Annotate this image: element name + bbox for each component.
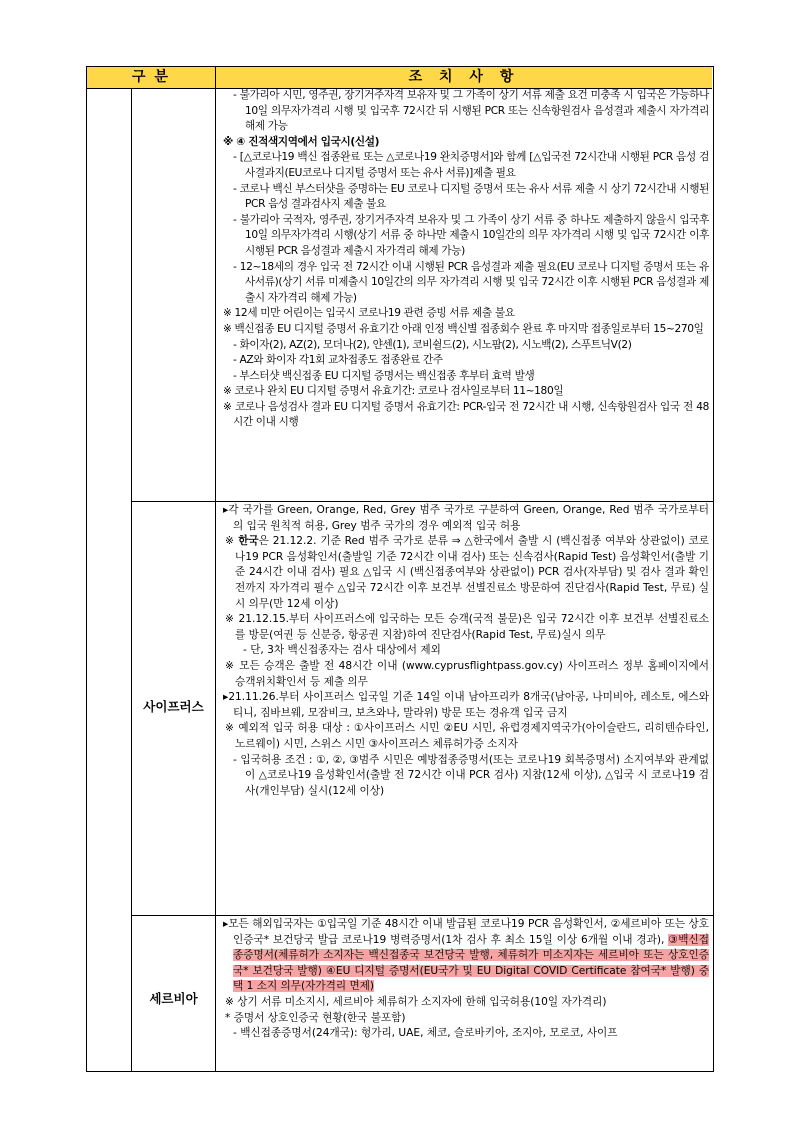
list-item: ▸21.11.26.부터 사이프러스 입국일 기준 14일 이내 남아프리카 8개국(남아공, 나미비아, 레소토, 에스와티니, 짐바브웨, 모잠비크, 보츠와나, 말라위) 방문 또는 경유객 입국 금지 bbox=[223, 691, 709, 719]
list-item: - 불가리아 국적자, 영주권, 장기거주자격 보유자 및 그 가족이 상기 서류 중 하나도 제출하지 않을시 입국후 10일 의무자가격리 시행(상기 서류 중 하나만 제출시 10일간의 의무 자가격리 시행 및 입국 72시간 이후 시행된 PCR 음성결과 제출시 자가격리 해제 가능) bbox=[233, 213, 709, 257]
highlighted-text: ③백신접종증명서(체류허가 소지자는 백신접종국 보건당국 발행, 체류허가 미소지자는 세르비아 또는 상호인증국* 보건당국 발행) ④EU 디지털 증명서(EU국가 및 EU Digital COVID Certificate 참여국* 발행) 중 택 1 소지 의무(자가격리 면제) bbox=[233, 933, 709, 993]
note-item: ※ 코로나 완치 EU 디지털 증명서 유효기간: 코로나 검사일로부터 11~180일 bbox=[223, 385, 564, 398]
country-cyprus: 사이프러스 bbox=[143, 699, 204, 714]
note-item: ※ 모든 승객은 출발 전 48시간 이내 (www.cyprusflightpass.gov.cy) 사이프러스 정부 홈페이지에서 승객위치확인서 등 제출 의무 bbox=[225, 659, 709, 688]
list-item: - 화이자(2), AZ(2), 모더나(2), 얀센(1), 코비쉴드(2), 시노팜(2), 시노백(2), 스푸트닉V(2) bbox=[233, 338, 632, 351]
header-category: 구 분 bbox=[87, 67, 216, 88]
list-item: ▸모든 해외입국자는 ①입국일 기준 48시간 이내 발급된 코로나19 PCR 음성확인서, ②세르비아 또는 상호인증국* 보건당국 발급 코로나19 병력증명서(1차 검사 후 최소 15일 이상 6개월 이내 경과), ③백신접종증명서(체류허가 소지자는 백신접종국 보건당국 발행, 체류허가 미소지자는 세르비아 또는 상호인증국* 보건당국 발행) ④EU 디지털 증명서(EU국가 및 EU Digital COVID Certificate 참여국* 발행) 중 택 1 소지 의무(자가격리 면제) bbox=[223, 918, 709, 993]
header-measures: 조 치 사 항 bbox=[408, 69, 520, 85]
note-item: ※ 상기 서류 미소지시, 세르비아 체류허가 소지자에 한해 입국허용(10일 자가격리) bbox=[225, 995, 607, 1008]
list-item: - 입국허용 조건 : ①, ②, ③범주 시민은 예방접종증명서(또는 코로나19 회복증명서) 소지여부와 관계없이 △코로나19 음성확인서(출발 전 72시간 이내 PCR 검사) 지참(12세 이상), △입국 시 코로나19 검사(개인부담) 실시(12세 이상) bbox=[233, 753, 709, 797]
section-heading: ※ ④ 진적색지역에서 입국시(신설) bbox=[223, 135, 380, 148]
cyprus-measures bbox=[223, 503, 709, 799]
list-item: - 12~18세의 경우 입국 전 72시간 이내 시행된 PCR 음성결과 제출 필요(EU 코로나 디지털 증명서 또는 유사서류)(상기 서류 미제출시 10일간의 의무 자가격리 시행 및 입국 72시간 이후 시행된 PCR 음성결과 제출시 자가격리 해제 가능) bbox=[233, 260, 709, 304]
table-header bbox=[87, 67, 712, 89]
note-item: * 증명서 상호인증국 현황(한국 불포함) bbox=[225, 1011, 406, 1024]
row-separator bbox=[131, 915, 714, 916]
list-item: ▸각 국가를 Green, Orange, Red, Grey 범주 국가로 구분하여 Green, Orange, Red 범주 국가로부터의 입국 원칙적 허용, Grey 범주 국가의 경우 예외적 입국 허용 bbox=[223, 504, 709, 532]
note-item: ※ 12세 미만 어린이는 입국시 코로나19 관련 증빙 서류 제출 불요 bbox=[223, 307, 515, 320]
bulgaria-measures bbox=[223, 88, 709, 431]
list-item: - 부스터샷 백신접종 EU 디지털 증명서는 백신접종 후부터 효력 발생 bbox=[233, 369, 535, 382]
measures-table bbox=[86, 66, 714, 1072]
note-item: ※ 백신접종 EU 디지털 증명서 유효기간 아래 인정 백신별 접종회수 완료 후 마지막 접종일로부터 15~270일 bbox=[223, 322, 704, 335]
list-item: - 백신접종증명서(24개국): 헝가리, UAE, 체코, 슬로바키아, 조지아, 모로코, 사이프 bbox=[233, 1027, 618, 1040]
row-separator bbox=[131, 501, 714, 502]
note-item: ※ 21.12.15.부터 사이프러스에 입국하는 모든 승객(국적 불문)은 입국 72시간 이후 보건부 선별진료소를 방문(여권 등 신분증, 항공권 지참)하여 진단검사(Rapid Test, 무료)실시 의무 bbox=[225, 613, 709, 641]
serbia-measures bbox=[223, 917, 709, 1042]
column-divider bbox=[215, 88, 216, 1071]
list-item: - 불가리아 시민, 영주권, 장기거주자격 보유자 및 그 가족이 상기 서류 제출 요건 미충족 시 입국은 가능하나 10일 의무자가격리 시행 및 입국후 72시간 뒤 시행된 PCR 또는 신속항원검사 음성결과 제출시 자가격리 해제 가능 bbox=[233, 89, 709, 133]
list-item: - [△코로나19 백신 접종완료 또는 △코로나19 완치증명서]와 함께 [△입국전 72시간내 시행된 PCR 음성 검사결과지(EU코로나 디지털 증명서 또는 유사 서류)]제출 필요 bbox=[233, 151, 709, 179]
note-item: ※ 코로나 음성검사 결과 EU 디지털 증명서 유효기간: PCR-입국 전 72시간 내 시행, 신속항원검사 입국 전 48시간 이내 시행 bbox=[223, 400, 709, 429]
list-item: - AZ와 화이자 각1회 교차접종도 접종완료 간주 bbox=[233, 354, 443, 367]
column-divider-left bbox=[131, 88, 132, 1071]
country-serbia: 세르비아 bbox=[149, 991, 198, 1006]
note-item: ※ 예외적 입국 허용 대상 : ①사이프러스 시민 ②EU 시민, 유럽경제지역국가(아이슬란드, 리히텐슈타인, 노르웨이) 시민, 스위스 시민 ③사이프러스 체류허가증 소지자 bbox=[225, 722, 709, 750]
list-item: - 단, 3차 백신접종자는 검사 대상에서 제외 bbox=[243, 644, 441, 657]
note-item: ※ 한국은 21.12.2. 기준 Red 범주 국가로 분류 ⇒ △한국에서 출발 시 (백신접종 여부와 상관없이) 코로나19 PCR 음성확인서(출발일 기준 72시간 이내 검사) 또는 신속검사(Rapid Test) 음성확인서(출발 기준 24시간 이내 검사) 필요 △입국 시 (백신접종여부와 상관없이) PCR 검사(자부담) 및 검사 결과 확인 전까지 자가격리 필수 △입국 72시간 이후 보건부 선별진료소 방문하여 진단검사(Rapid Test, 무료) 실시 의무(만 12세 이상) bbox=[225, 535, 709, 610]
list-item: - 코로나 백신 부스터샷을 증명하는 EU 코로나 디지털 증명서 또는 유사 서류 제출 시 상기 72시간내 시행된 PCR 음성 결과검사지 제출 불요 bbox=[233, 182, 709, 211]
